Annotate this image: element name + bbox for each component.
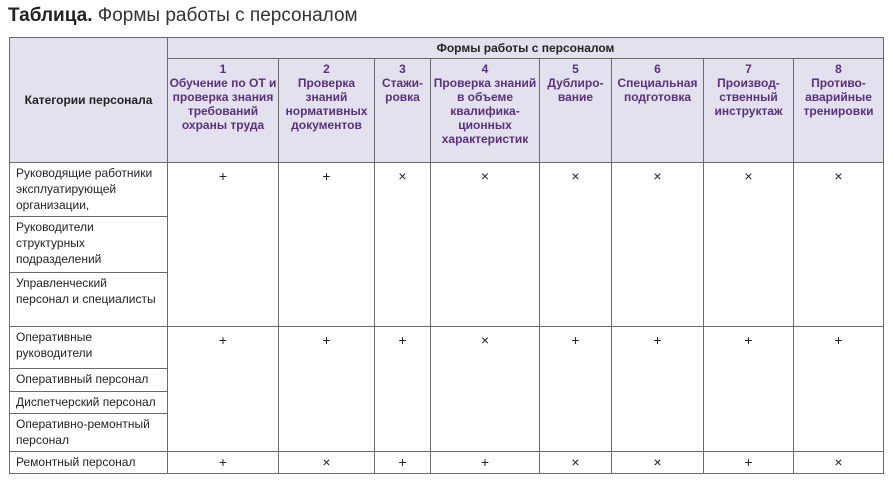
form-mark: × (431, 327, 540, 452)
form-mark: × (540, 163, 612, 327)
form-mark: × (431, 163, 540, 327)
form-mark: × (540, 452, 612, 474)
column-number: 2 (323, 62, 330, 76)
column-label: Противо-аварийные тренировки (803, 76, 874, 118)
form-mark: + (704, 327, 794, 452)
title-text: Формы работы с персоналом (92, 5, 358, 26)
title-bold: Таблица. (8, 5, 93, 26)
form-mark: × (794, 452, 884, 474)
column-label: Обучение по ОТ и проверка знания требований охраны труда (169, 76, 277, 132)
form-mark: + (279, 327, 375, 452)
form-mark: × (375, 163, 431, 327)
personnel-forms-table (9, 37, 884, 474)
category-label: Ремонтный персонал (10, 452, 168, 474)
category-label: Оперативные руководители (10, 327, 168, 369)
column-label: Специальная подготовка (617, 76, 698, 104)
form-mark: × (794, 163, 884, 327)
table-row (10, 452, 884, 474)
category-label: Руководящие работники эксплуатирующей организации, (10, 163, 168, 217)
column-header-7 (704, 59, 794, 163)
form-mark: + (168, 163, 279, 327)
form-mark: + (794, 327, 884, 452)
form-mark: + (375, 327, 431, 452)
column-header-6 (612, 59, 704, 163)
table-row (10, 163, 884, 217)
page-title (8, 4, 358, 28)
form-mark: × (279, 452, 375, 474)
column-header-4 (431, 59, 540, 163)
form-mark: + (704, 452, 794, 474)
form-mark: × (612, 452, 704, 474)
column-number: 1 (219, 62, 227, 76)
column-label: Дублиро-вание (547, 76, 604, 104)
table-row (10, 327, 884, 369)
column-label: Проверка знаний нормативных документов (285, 76, 368, 132)
column-label: Производ-ственный инструктаж (714, 76, 783, 118)
column-header-3 (375, 59, 431, 163)
column-number: 4 (481, 62, 489, 76)
column-label: Проверка знаний в объеме квалифика-ционных характеристик (433, 76, 537, 146)
column-header-8 (794, 59, 884, 163)
form-mark: + (279, 163, 375, 327)
form-mark: + (540, 327, 612, 452)
form-mark: + (612, 327, 704, 452)
column-header-1 (168, 59, 279, 163)
form-mark: + (168, 327, 279, 452)
column-number: 7 (745, 62, 752, 76)
form-mark: × (612, 163, 704, 327)
category-label: Оперативно-ремонтный персонал (10, 414, 168, 452)
column-number: 5 (572, 62, 579, 76)
category-label: Оперативный персонал (10, 369, 168, 392)
form-mark: + (375, 452, 431, 474)
column-number: 3 (399, 62, 406, 76)
category-header: Категории персонала (10, 38, 168, 163)
forms-header: Формы работы с персоналом (168, 38, 884, 59)
form-mark: × (704, 163, 794, 327)
form-mark: + (168, 452, 279, 474)
column-header-5 (540, 59, 612, 163)
category-label: Руководители структурных подразделений (10, 217, 168, 273)
column-label: Стажи-ровка (381, 76, 424, 104)
category-label: Управленческий персонал и специалисты (10, 273, 168, 327)
form-mark: + (431, 452, 540, 474)
column-number: 6 (654, 62, 661, 76)
category-label: Диспетчерский персонал (10, 392, 168, 414)
column-header-2 (279, 59, 375, 163)
column-number: 8 (835, 62, 842, 76)
